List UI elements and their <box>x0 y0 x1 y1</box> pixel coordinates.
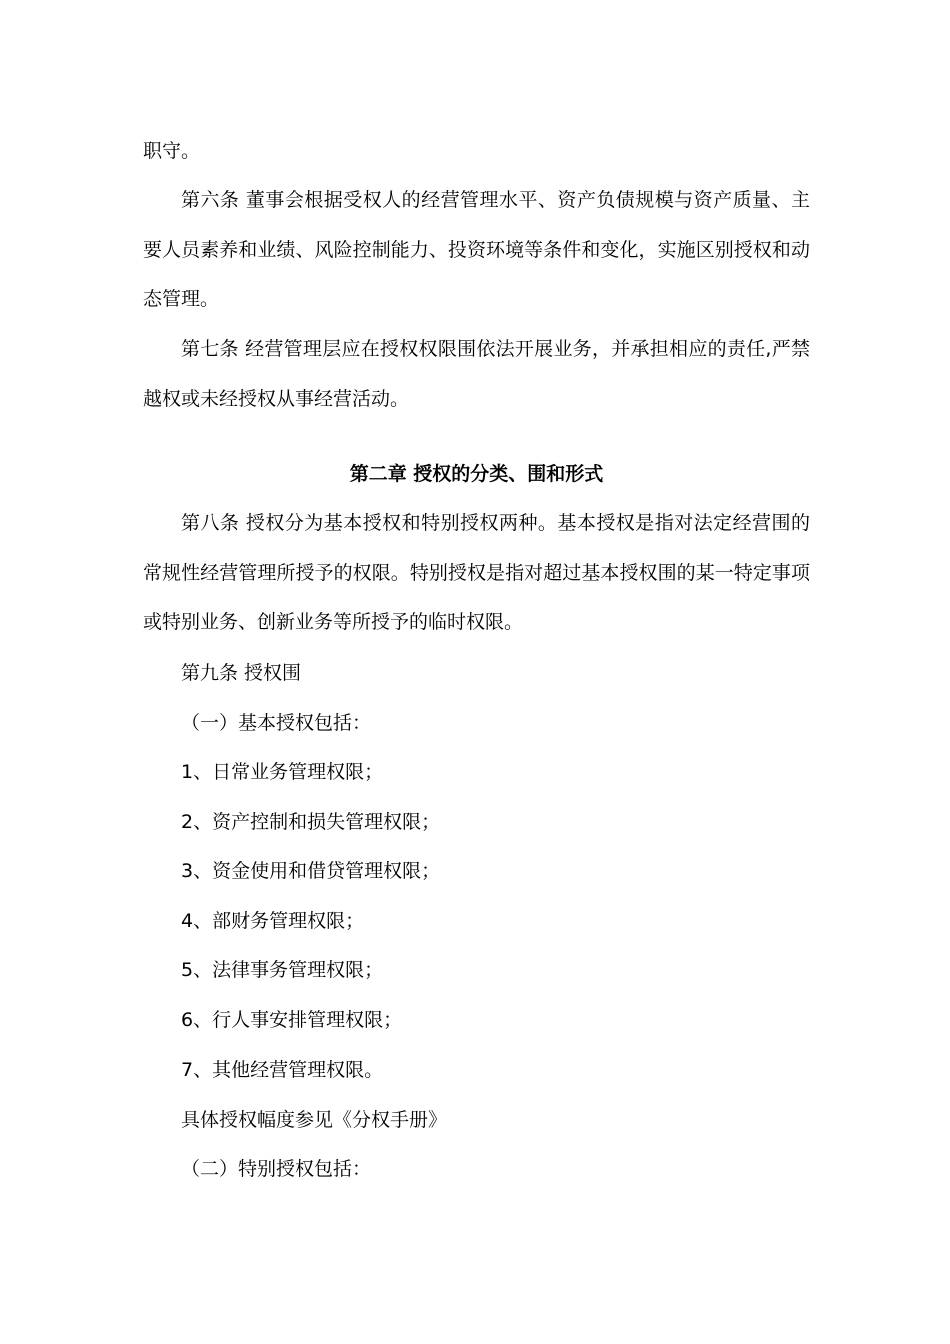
article-6 <box>143 176 810 325</box>
special-authorization-heading: （二）特别授权包括： <box>181 1158 372 1180</box>
list-item: 3、资金使用和借贷管理权限； <box>181 860 441 882</box>
list-item: 6、行人事安排管理权限； <box>181 1009 403 1031</box>
article-7 <box>143 325 810 424</box>
article-7-text: 第七条 经营管理层应在授权权限围依法开展业务，并承担相应的责任,严禁越权或未经授权从事经营活动。 <box>143 338 810 410</box>
list-item: 1、日常业务管理权限； <box>181 761 384 783</box>
article-9-title: 第九条 授权围 <box>181 662 302 684</box>
paragraph-continuation: 职守。 <box>143 140 201 162</box>
reference-note: 具体授权幅度参见《分权手册》 <box>181 1109 448 1131</box>
article-6-text: 第六条 董事会根据受权人的经营管理水平、资产负债规模与资产质量、主要人员素养和业绩、风险控制能力、投资环境等条件和变化，实施区别授权和动态管理。 <box>143 189 810 310</box>
list-item: 2、资产控制和损失管理权限； <box>181 811 441 833</box>
basic-authorization-heading: （一）基本授权包括： <box>181 712 372 734</box>
list-item: 5、法律事务管理权限； <box>181 959 384 981</box>
article-8 <box>143 499 810 648</box>
chapter-heading: 第二章 授权的分类、围和形式 <box>349 463 604 485</box>
list-item: 7、其他经营管理权限。 <box>181 1059 384 1081</box>
list-item: 4、部财务管理权限； <box>181 910 365 932</box>
article-8-text: 第八条 授权分为基本授权和特别授权两种。基本授权是指对法定经营围的常规性经营管理所授予的权限。特别授权是指对超过基本授权围的某一特定事项或特别业务、创新业务等所授予的临时权限。 <box>143 512 810 633</box>
